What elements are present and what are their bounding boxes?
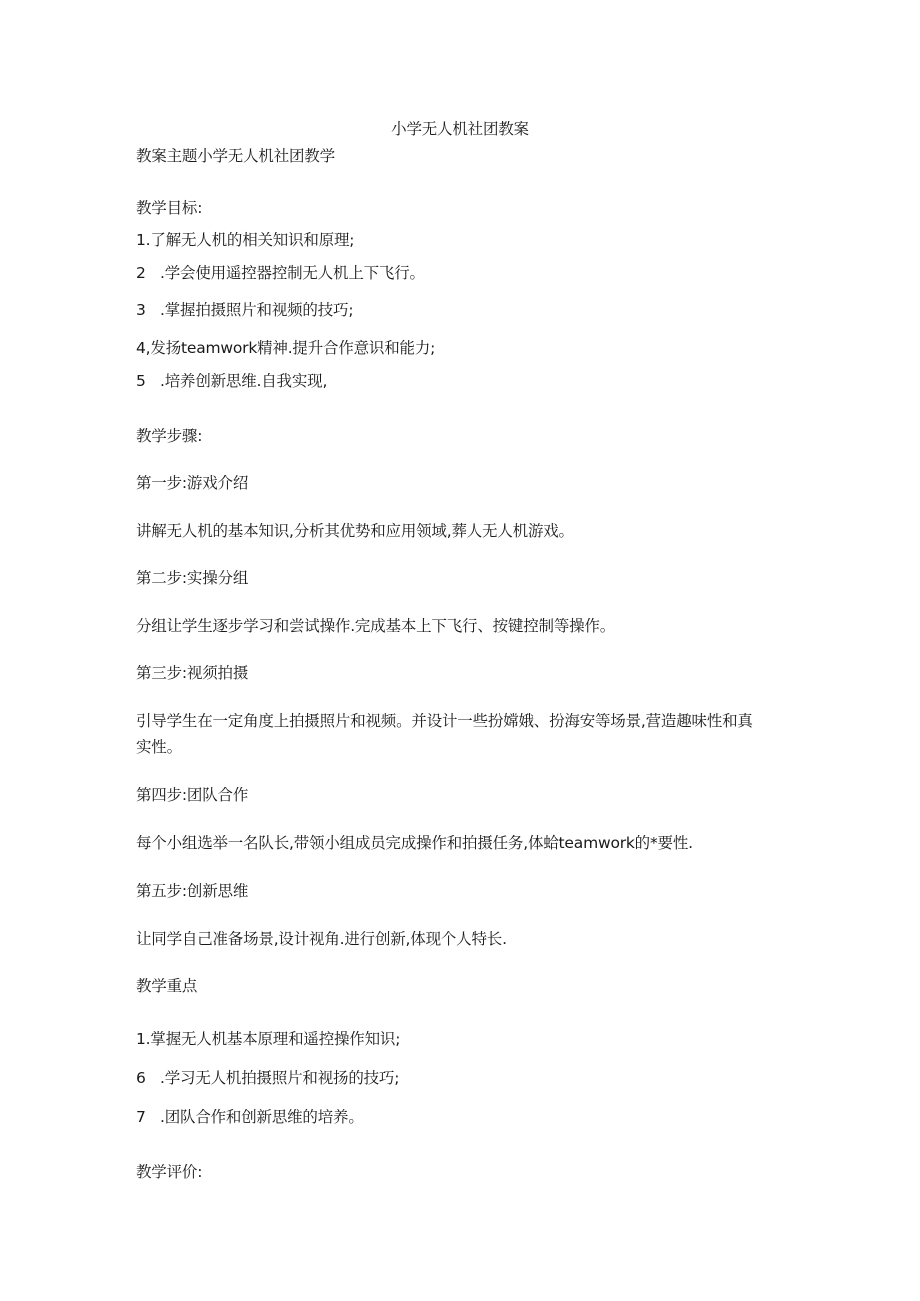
step-5-title: 第五步:创新思维 <box>136 882 249 900</box>
goal-item-1: 1.了解无人机的相关知识和原理; <box>136 231 355 249</box>
steps-heading: 教学步骤: <box>136 427 203 445</box>
step-3-body-line-1: 引导学生在一定角度上拍摄照片和视频。并设计一些扮嫦娥、扮海安等场景,营造趣味性和真 <box>136 712 753 730</box>
key-point-2: 6 .学习无人机拍摄照片和视扬的技巧; <box>136 1069 400 1087</box>
key-point-3: 7 .团队合作和创新思维的培养。 <box>136 1108 364 1126</box>
key-points-heading: 教学重点 <box>136 977 198 995</box>
step-2-title: 第二步:实操分组 <box>136 569 249 587</box>
key-point-1: 1.掌握无人机基本原理和遥控操作知识; <box>136 1030 401 1048</box>
goal-item-2: 2 .学会使用遥控器控制无人机上下飞行。 <box>136 264 425 282</box>
step-3-body-line-2: 实性。 <box>136 738 182 756</box>
goal-item-5: 5 .培养创新思维.自我实现, <box>136 372 328 390</box>
step-5-body: 让同学自己准备场景,设计视角.进行创新,体现个人特长. <box>136 930 507 948</box>
document-title: 小学无人机社团教案 <box>391 120 529 138</box>
goals-heading: 教学目标: <box>136 199 203 217</box>
step-2-body: 分组让学生逐步学习和尝试操作.完成基本上下飞行、按键控制等操作。 <box>136 617 616 635</box>
step-1-body: 讲解无人机的基本知识,分析其优势和应用领域,葬人无人机游戏。 <box>136 522 574 540</box>
goal-item-4: 4,发扬teamwork精神.提升合作意识和能力; <box>136 339 436 357</box>
step-1-title: 第一步:游戏介绍 <box>136 474 249 492</box>
goal-item-3: 3 .掌握拍摄照片和视频的技巧; <box>136 301 354 319</box>
subject-line: 教案主题小学无人机社团教学 <box>136 147 335 165</box>
evaluation-heading: 教学评价: <box>136 1163 203 1181</box>
step-4-title: 第四步:团队合作 <box>136 786 249 804</box>
step-4-body: 每个小组选举一名队长,带领小组成员完成操作和拍摄任务,体蛤teamwork的*要性. <box>136 834 693 852</box>
step-3-title: 第三步:视须拍摄 <box>136 664 249 682</box>
